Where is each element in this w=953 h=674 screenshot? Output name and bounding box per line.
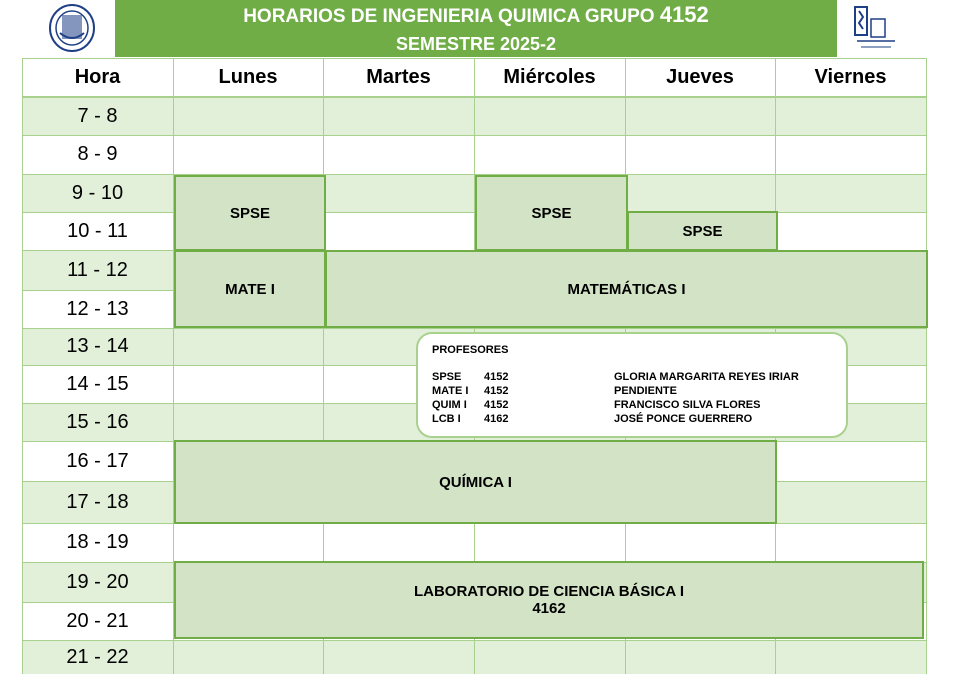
professor-group: 4152 [484, 371, 509, 383]
header-hora: Hora [74, 66, 121, 88]
hour-label: 16 - 17 [66, 450, 129, 472]
professor-subject: LCB I [432, 413, 461, 425]
header-viernes: Viernes [814, 66, 887, 88]
professor-name: GLORIA MARGARITA REYES IRIAR [614, 371, 799, 383]
professor-row [432, 371, 832, 385]
unam-logo [48, 3, 96, 53]
hour-label: 20 - 21 [66, 610, 129, 632]
class-label: SPSE [229, 204, 271, 222]
hour-label: 14 - 15 [66, 373, 129, 395]
professor-group: 4162 [484, 413, 509, 425]
class-block-matematicas[interactable] [325, 250, 928, 328]
title-main: HORARIOS DE INGENIERIA QUIMICA GRUPO [243, 6, 655, 27]
class-label: QUÍMICA I [439, 473, 512, 491]
title-banner [115, 0, 837, 57]
header-miercoles: Miércoles [503, 66, 596, 88]
class-label: SPSE [531, 204, 572, 222]
header-jueves: Jueves [666, 66, 734, 88]
professor-row [432, 413, 832, 427]
class-label: MATE I [225, 280, 275, 298]
professor-name: FRANCISCO SILVA FLORES [614, 399, 761, 411]
hour-label: 9 - 10 [71, 182, 124, 204]
hour-label: 12 - 13 [66, 298, 129, 320]
hour-label: 7 - 8 [77, 105, 118, 127]
fes-logo [853, 3, 899, 55]
hour-label: 11 - 12 [67, 259, 128, 281]
hour-label: 19 - 20 [66, 571, 129, 593]
professor-subject: MATE I [432, 385, 469, 397]
hour-label: 15 - 16 [66, 411, 129, 433]
professor-group: 4152 [484, 399, 509, 411]
hour-label: 13 - 14 [66, 335, 129, 357]
class-group: 4162 [532, 600, 566, 617]
title-group: 4152 [659, 2, 709, 27]
professors-title: PROFESORES [432, 344, 509, 356]
hour-label: 18 - 19 [66, 531, 129, 553]
hour-label: 10 - 11 [67, 220, 128, 242]
hour-label: 8 - 9 [77, 143, 118, 165]
class-label: LABORATORIO DE CIENCIA BÁSICA I [413, 583, 684, 600]
semester-label: SEMESTRE 2025-2 [395, 34, 557, 54]
page-title [115, 2, 837, 28]
header-lunes: Lunes [218, 66, 278, 88]
class-block-quimica[interactable] [174, 440, 777, 524]
hour-label: 21 - 22 [66, 646, 129, 668]
hour-label: 17 - 18 [66, 491, 129, 513]
class-block-spse-lunes[interactable] [174, 175, 326, 251]
class-label: MATEMÁTICAS I [567, 280, 686, 298]
professor-name: PENDIENTE [614, 385, 677, 397]
professor-subject: QUIM I [432, 399, 467, 411]
class-label: SPSE [682, 222, 723, 240]
class-block-mate-lunes[interactable] [174, 250, 326, 328]
class-block-laboratorio[interactable] [174, 561, 924, 639]
professor-subject: SPSE [432, 371, 462, 383]
professor-row [432, 399, 832, 413]
professor-row [432, 385, 832, 399]
professor-name: JOSÉ PONCE GUERRERO [614, 413, 753, 425]
professors-box [416, 332, 848, 438]
header-martes: Martes [366, 66, 431, 88]
class-block-spse-miercoles[interactable] [475, 175, 628, 251]
professor-group: 4152 [484, 385, 509, 397]
class-block-spse-jueves[interactable] [627, 211, 778, 251]
